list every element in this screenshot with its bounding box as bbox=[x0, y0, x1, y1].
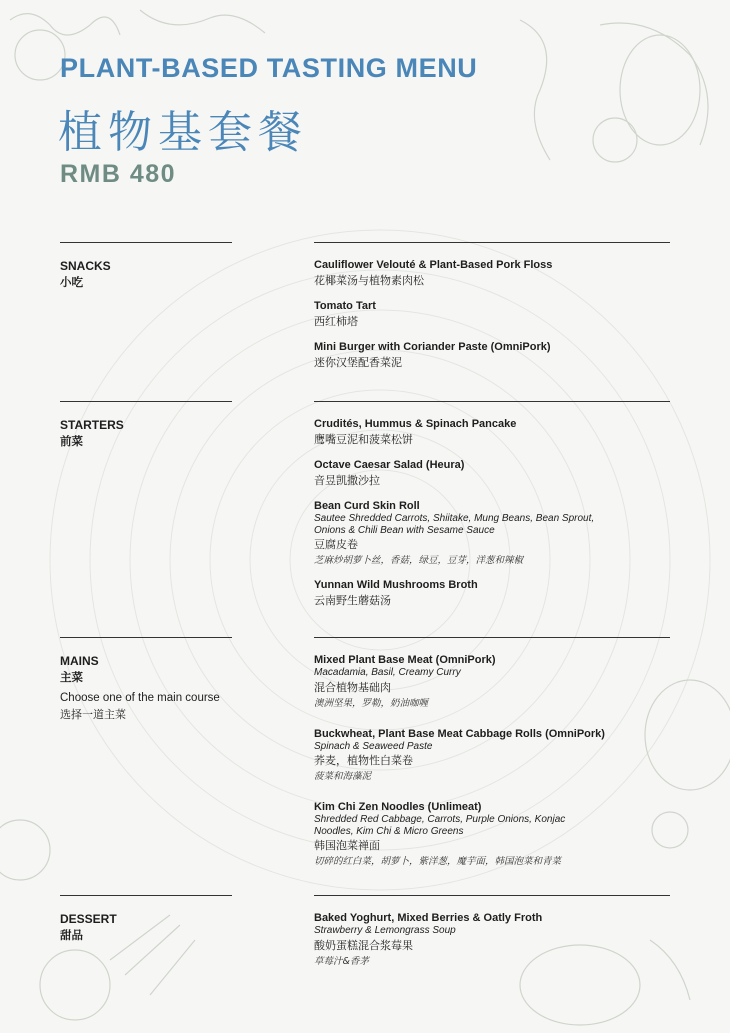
dish-name-chinese: 荞麦，植物性白菜卷 bbox=[314, 754, 413, 767]
dish-item bbox=[314, 299, 674, 330]
dish-item bbox=[314, 458, 674, 489]
dish-name-chinese: 花椰菜汤与植物素肉松 bbox=[314, 274, 424, 287]
section-divider bbox=[314, 401, 670, 402]
dish-item bbox=[314, 340, 674, 371]
section-heading bbox=[60, 653, 260, 723]
dish-description-chinese: 草莓汁&香茅 bbox=[314, 955, 369, 967]
dish-item bbox=[314, 499, 674, 568]
section-title: SNACKS bbox=[60, 259, 111, 273]
section-title-chinese: 甜品 bbox=[60, 928, 83, 942]
section-note-chinese: 选择一道主菜 bbox=[60, 708, 126, 721]
dish-list bbox=[314, 653, 674, 879]
dish-description: Spinach & Seaweed Paste bbox=[314, 740, 433, 752]
section-divider bbox=[60, 242, 232, 243]
dish-name-chinese: 音昱凯撒沙拉 bbox=[314, 474, 380, 487]
dish-name: Bean Curd Skin Roll bbox=[314, 500, 420, 512]
dish-name: Baked Yoghurt, Mixed Berries & Oatly Froth bbox=[314, 912, 543, 924]
section-heading bbox=[60, 258, 260, 291]
dish-name-chinese: 云南野生蘑菇汤 bbox=[314, 594, 391, 607]
section-title: DESSERT bbox=[60, 912, 117, 926]
dish-name: Cauliflower Velouté & Plant-Based Pork Floss bbox=[314, 259, 553, 271]
section-heading bbox=[60, 911, 260, 944]
dish-name-chinese: 豆腐皮卷 bbox=[314, 538, 358, 551]
dish-description: Sautee Shredded Carrots, Shiitake, Mung Beans, Bean Sprout, Onions & Chili Bean with Sesame Sauce bbox=[314, 513, 595, 536]
dish-item bbox=[314, 578, 674, 609]
menu-title: PLANT-BASED TASTING MENU bbox=[60, 53, 478, 83]
section-heading bbox=[60, 417, 260, 450]
dish-item bbox=[314, 653, 674, 711]
dish-name-chinese: 酸奶蛋糕混合浆莓果 bbox=[314, 938, 413, 952]
dish-name: Tomato Tart bbox=[314, 300, 376, 312]
dish-list bbox=[314, 911, 674, 979]
section-divider bbox=[60, 401, 232, 402]
dish-name: Crudités, Hummus & Spinach Pancake bbox=[314, 418, 517, 430]
dish-description-chinese: 芝麻炒胡萝卜丝，香菇，绿豆，豆芽，洋葱和辣椒 bbox=[314, 555, 524, 566]
dish-name: Yunnan Wild Mushrooms Broth bbox=[314, 579, 478, 591]
dish-name: Mini Burger with Coriander Paste (OmniPork) bbox=[314, 341, 551, 353]
dish-description: Macadamia, Basil, Creamy Curry bbox=[314, 667, 461, 678]
dish-description-chinese: 菠菜和海藻泥 bbox=[314, 771, 372, 782]
dish-item bbox=[314, 727, 674, 785]
section-title: MAINS bbox=[60, 654, 99, 668]
section-divider bbox=[314, 895, 670, 896]
section-title-chinese: 小吃 bbox=[60, 275, 83, 289]
dish-item bbox=[314, 417, 674, 448]
section-divider bbox=[314, 637, 670, 638]
menu-price: RMB 480 bbox=[60, 160, 177, 188]
section-divider bbox=[60, 637, 232, 638]
section-note: Choose one of the main course bbox=[60, 692, 220, 704]
dish-item bbox=[314, 800, 674, 869]
dish-description-chinese: 澳洲坚果，罗勒，奶油咖喱 bbox=[314, 697, 429, 709]
dish-name-chinese: 韩国泡菜禅面 bbox=[314, 839, 380, 852]
section-title-chinese: 主菜 bbox=[60, 670, 83, 684]
dish-description-chinese: 切碎的红白菜，胡萝卜，紫洋葱，魔芋面，韩国泡菜和青菜 bbox=[314, 856, 562, 867]
dish-list bbox=[314, 417, 674, 619]
dish-name: Mixed Plant Base Meat (OmniPork) bbox=[314, 654, 496, 666]
dish-item bbox=[314, 258, 674, 289]
dish-name-chinese: 鹰嘴豆泥和菠菜松饼 bbox=[314, 433, 413, 446]
dish-name: Octave Caesar Salad (Heura) bbox=[314, 459, 465, 471]
section-title: STARTERS bbox=[60, 418, 124, 432]
section-divider bbox=[60, 895, 232, 896]
section-title-chinese: 前菜 bbox=[60, 434, 83, 448]
dish-description: Strawberry & Lemongrass Soup bbox=[314, 925, 456, 936]
section-divider bbox=[314, 242, 670, 243]
dish-item bbox=[314, 911, 674, 969]
dish-name-chinese: 西红柿塔 bbox=[314, 315, 358, 328]
dish-description: Shredded Red Cabbage, Carrots, Purple Onions, Konjac Noodles, Kim Chi & Micro Greens bbox=[314, 814, 566, 837]
dish-list bbox=[314, 258, 674, 381]
dish-name-chinese: 混合植物基础肉 bbox=[314, 680, 391, 694]
dish-name: Kim Chi Zen Noodles (Unlimeat) bbox=[314, 801, 482, 813]
dish-name-chinese: 迷你汉堡配香菜泥 bbox=[314, 356, 402, 369]
dish-name: Buckwheat, Plant Base Meat Cabbage Rolls (OmniPork) bbox=[314, 727, 605, 740]
menu-title-chinese: 植物基套餐 bbox=[58, 107, 308, 158]
